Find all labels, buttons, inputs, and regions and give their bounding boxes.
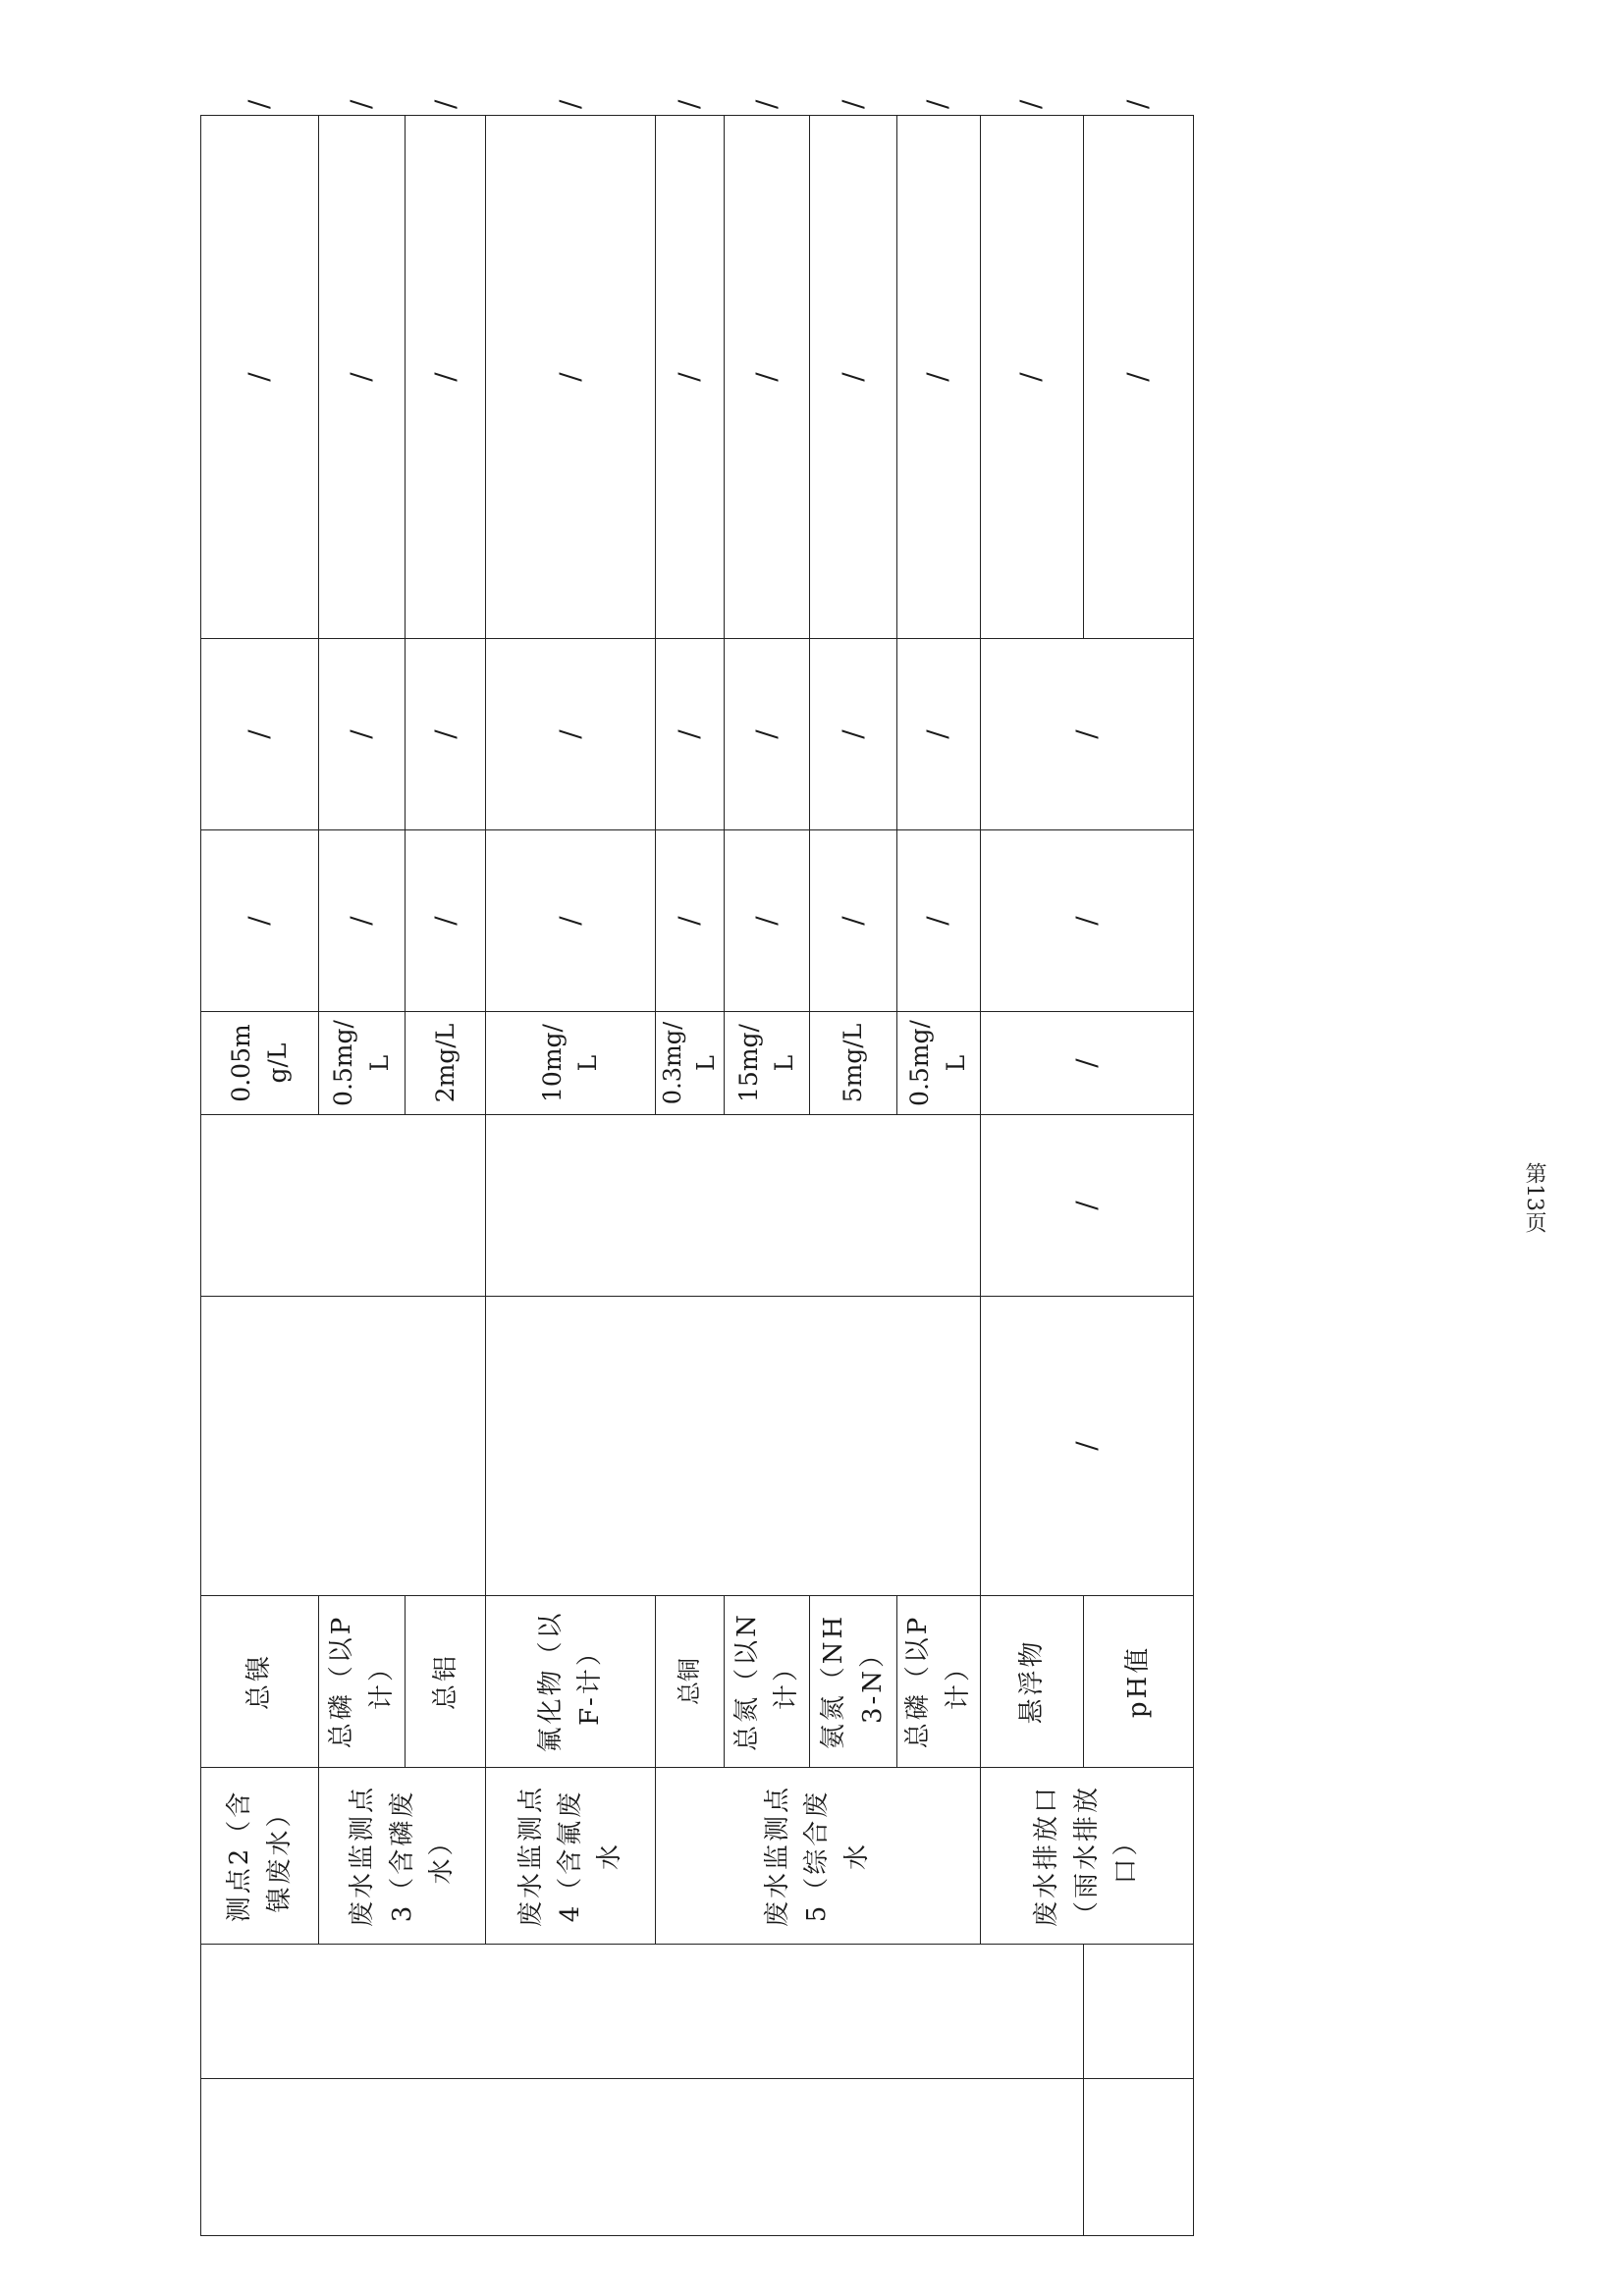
monitor-point-cell: 废水排放口（雨水排放口） bbox=[980, 1768, 1193, 1945]
std-a-cell bbox=[201, 1297, 486, 1596]
monitor-point-cell: 测点2（含镍废水） bbox=[201, 1768, 319, 1945]
value-cell: / bbox=[655, 116, 725, 639]
value-cell: / bbox=[980, 116, 1083, 639]
value-cell: / bbox=[319, 116, 406, 639]
item-cell: 氟化物（以F-计） bbox=[486, 1596, 655, 1768]
limit-cell: 0.5mg/L bbox=[319, 1012, 406, 1115]
monitor-point-cell: 废水监测点3（含磷废水） bbox=[319, 1768, 486, 1945]
table-row: 总氮（以N计） 15mg/L / / / / bbox=[725, 116, 810, 2236]
limit-cell: 5mg/L bbox=[810, 1012, 896, 1115]
value-cell: / bbox=[406, 639, 486, 830]
value-cell: / bbox=[319, 830, 406, 1012]
limit-cell: 0.3mg/L bbox=[655, 1012, 725, 1115]
value-cell: / bbox=[655, 830, 725, 1012]
item-cell: pH值 bbox=[1083, 1596, 1193, 1768]
value-cell: / bbox=[725, 639, 810, 830]
blank-col-2 bbox=[1083, 1945, 1193, 2079]
std-a-cell bbox=[486, 1297, 980, 1596]
monitoring-table bbox=[200, 99, 1194, 2236]
value-cell: / bbox=[406, 830, 486, 1012]
limit-cell: 10mg/L bbox=[486, 1012, 655, 1115]
table-row: 总磷（以P计） 0.5mg/L / / / / bbox=[896, 116, 980, 2236]
table-row: 废水监测点5（综合废水 总铜 0.3mg/L / / / / bbox=[655, 116, 725, 2236]
monitor-point-cell: 废水监测点4（含氟废水 bbox=[486, 1768, 655, 1945]
std-b-cell: / bbox=[980, 1115, 1193, 1297]
table-row: 总铝 2mg/L / / / / bbox=[406, 116, 486, 2236]
value-cell: / bbox=[655, 639, 725, 830]
rotated-table-container bbox=[200, 99, 1194, 2236]
limit-cell: 2mg/L bbox=[406, 1012, 486, 1115]
value-cell: / bbox=[896, 116, 980, 639]
value-cell: / bbox=[1083, 116, 1193, 639]
item-cell: 总磷（以P计） bbox=[319, 1596, 406, 1768]
limit-cell: 15mg/L bbox=[725, 1012, 810, 1115]
blank-col-1 bbox=[201, 2079, 1084, 2236]
value-cell: / bbox=[486, 116, 655, 639]
value-cell: / bbox=[486, 639, 655, 830]
value-cell: / bbox=[201, 116, 319, 639]
limit-cell: 0.5mg/L bbox=[896, 1012, 980, 1115]
table-row: 废水排放口（雨水排放口） 悬浮物 / / / / / / / bbox=[980, 116, 1083, 2236]
monitor-point-cell: 废水监测点5（综合废水 bbox=[655, 1768, 980, 1945]
blank-col-2 bbox=[201, 1945, 1084, 2079]
value-cell: / bbox=[810, 639, 896, 830]
limit-cell: 0.05mg/L bbox=[201, 1012, 319, 1115]
item-cell: 悬浮物 bbox=[980, 1596, 1083, 1768]
value-cell: / bbox=[896, 639, 980, 830]
item-cell: 总铜 bbox=[655, 1596, 725, 1768]
value-cell: / bbox=[980, 830, 1193, 1012]
value-cell: / bbox=[810, 116, 896, 639]
value-cell: / bbox=[201, 639, 319, 830]
item-cell: 总铝 bbox=[406, 1596, 486, 1768]
value-cell: / bbox=[896, 830, 980, 1012]
value-cell: / bbox=[406, 116, 486, 639]
table-row: 氨氮（NH3-N） 5mg/L / / / / bbox=[810, 116, 896, 2236]
item-cell: 氨氮（NH3-N） bbox=[810, 1596, 896, 1768]
table-row: 废水监测点3（含磷废水） 总磷（以P计） 0.5mg/L / / / / bbox=[319, 116, 406, 2236]
item-cell: 总镍 bbox=[201, 1596, 319, 1768]
item-cell: 总氮（以N计） bbox=[725, 1596, 810, 1768]
value-cell: / bbox=[725, 830, 810, 1012]
table-row: pH值 / / bbox=[1083, 116, 1193, 2236]
std-a-cell: / bbox=[980, 1297, 1193, 1596]
value-cell: / bbox=[980, 639, 1193, 830]
value-cell: / bbox=[810, 830, 896, 1012]
page-number: 第13页 bbox=[1522, 1162, 1546, 1233]
std-b-cell bbox=[486, 1115, 980, 1297]
limit-cell: / bbox=[980, 1012, 1193, 1115]
value-cell: / bbox=[201, 830, 319, 1012]
blank-col-1 bbox=[1083, 2079, 1193, 2236]
std-b-cell bbox=[201, 1115, 486, 1297]
value-cell: / bbox=[486, 830, 655, 1012]
value-cell: / bbox=[319, 639, 406, 830]
table-row: 废水监测点4（含氟废水 氟化物（以F-计） 10mg/L / / / / bbox=[486, 116, 655, 2236]
value-cell: / bbox=[725, 116, 810, 639]
table-row: 测点2（含镍废水） 总镍 0.05mg/L / / / / bbox=[201, 116, 319, 2236]
item-cell: 总磷（以P计） bbox=[896, 1596, 980, 1768]
